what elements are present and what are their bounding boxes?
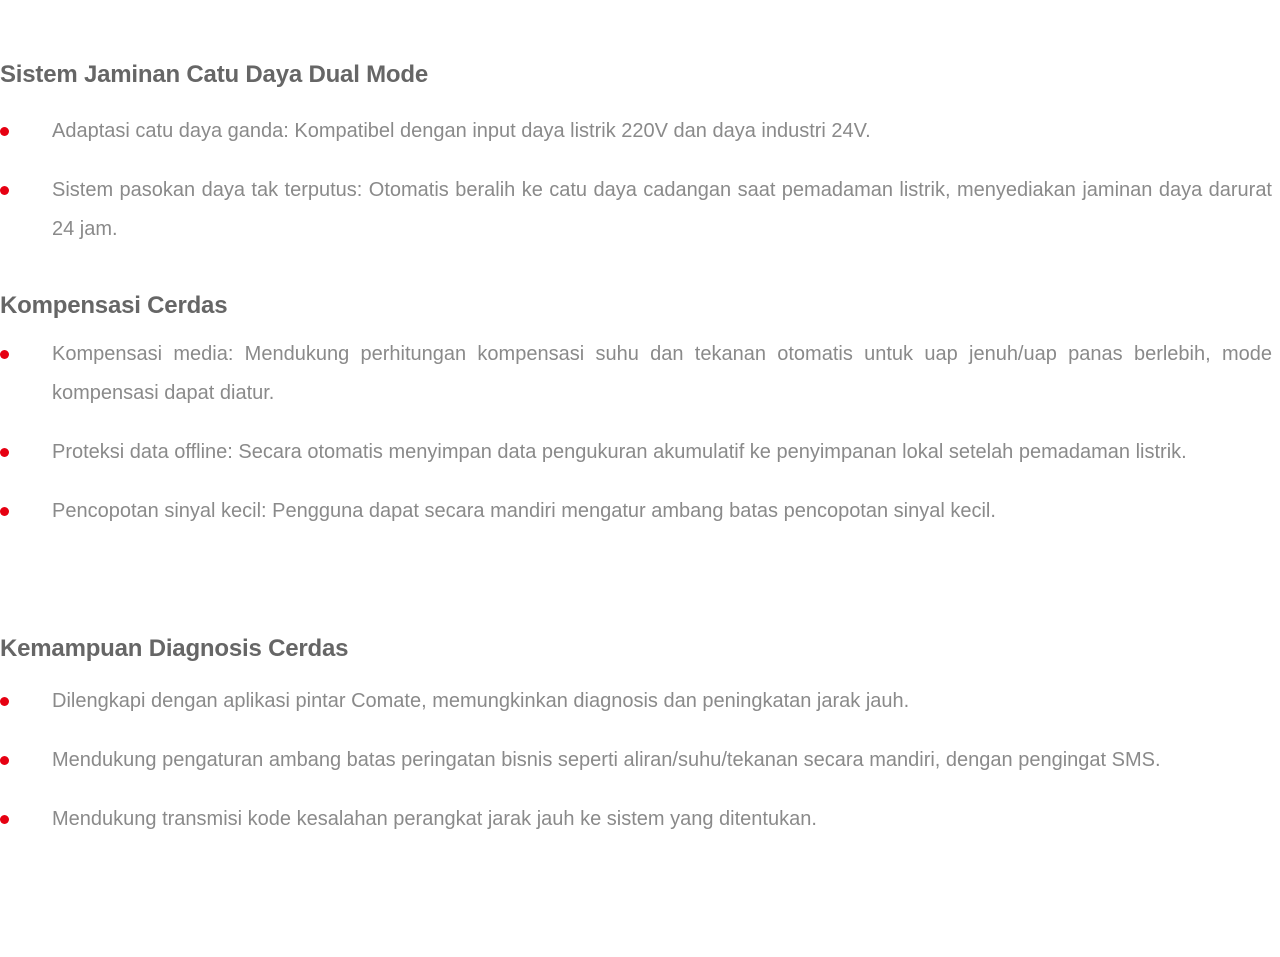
list-item: [0, 800, 1272, 839]
list-item: [0, 335, 1272, 413]
section-title: Kompensasi Cerdas: [0, 292, 228, 319]
section-smart-diagnosis: [0, 634, 1272, 839]
list-item: [0, 741, 1272, 780]
bullet-dot-icon: [0, 448, 9, 457]
bullet-list: [0, 682, 1272, 839]
bullet-dot-icon: [0, 815, 9, 824]
list-item: [0, 492, 1272, 531]
bullet-dot-icon: [0, 756, 9, 765]
list-item-text: Pencopotan sinyal kecil: Pengguna dapat secara mandiri mengatur ambang batas pencopotan sinyal kecil.: [52, 500, 996, 522]
list-item-text: Dilengkapi dengan aplikasi pintar Comate, memungkinkan diagnosis dan peningkatan jarak jauh.: [52, 690, 910, 712]
list-item: [0, 433, 1272, 472]
bullet-dot-icon: [0, 186, 9, 195]
section-title: Kemampuan Diagnosis Cerdas: [0, 635, 349, 662]
bullet-dot-icon: [0, 507, 9, 516]
list-item-text: Adaptasi catu daya ganda: Kompatibel dengan input daya listrik 220V dan daya industri 24V.: [52, 120, 871, 142]
list-item-text: Mendukung transmisi kode kesalahan perangkat jarak jauh ke sistem yang ditentukan.: [52, 808, 817, 830]
list-item-text: Kompensasi media: Mendukung perhitungan kompensasi suhu dan tekanan otomatis untuk uap jenuh/uap panas berlebih, mode kompensasi dapat diatur.: [52, 343, 1272, 404]
bullet-dot-icon: [0, 127, 9, 136]
section-dual-mode-power: [0, 60, 1272, 249]
section-smart-compensation: [0, 291, 1272, 531]
list-item: [0, 682, 1272, 721]
bullet-list: [0, 335, 1272, 531]
bullet-dot-icon: [0, 350, 9, 359]
list-item-text: Sistem pasokan daya tak terputus: Otomatis beralih ke catu daya cadangan saat pemadaman listrik, menyediakan jaminan daya darurat 24 jam.: [52, 179, 1272, 240]
list-item: [0, 171, 1272, 249]
bullet-dot-icon: [0, 697, 9, 706]
list-item: [0, 112, 1272, 151]
bullet-list: [0, 112, 1272, 249]
section-title: Sistem Jaminan Catu Daya Dual Mode: [0, 61, 428, 88]
list-item-text: Mendukung pengaturan ambang batas peringatan bisnis seperti aliran/suhu/tekanan secara mandiri, dengan pengingat SMS.: [52, 749, 1161, 771]
list-item-text: Proteksi data offline: Secara otomatis menyimpan data pengukuran akumulatif ke penyimpanan lokal setelah pemadaman listrik.: [52, 441, 1187, 463]
